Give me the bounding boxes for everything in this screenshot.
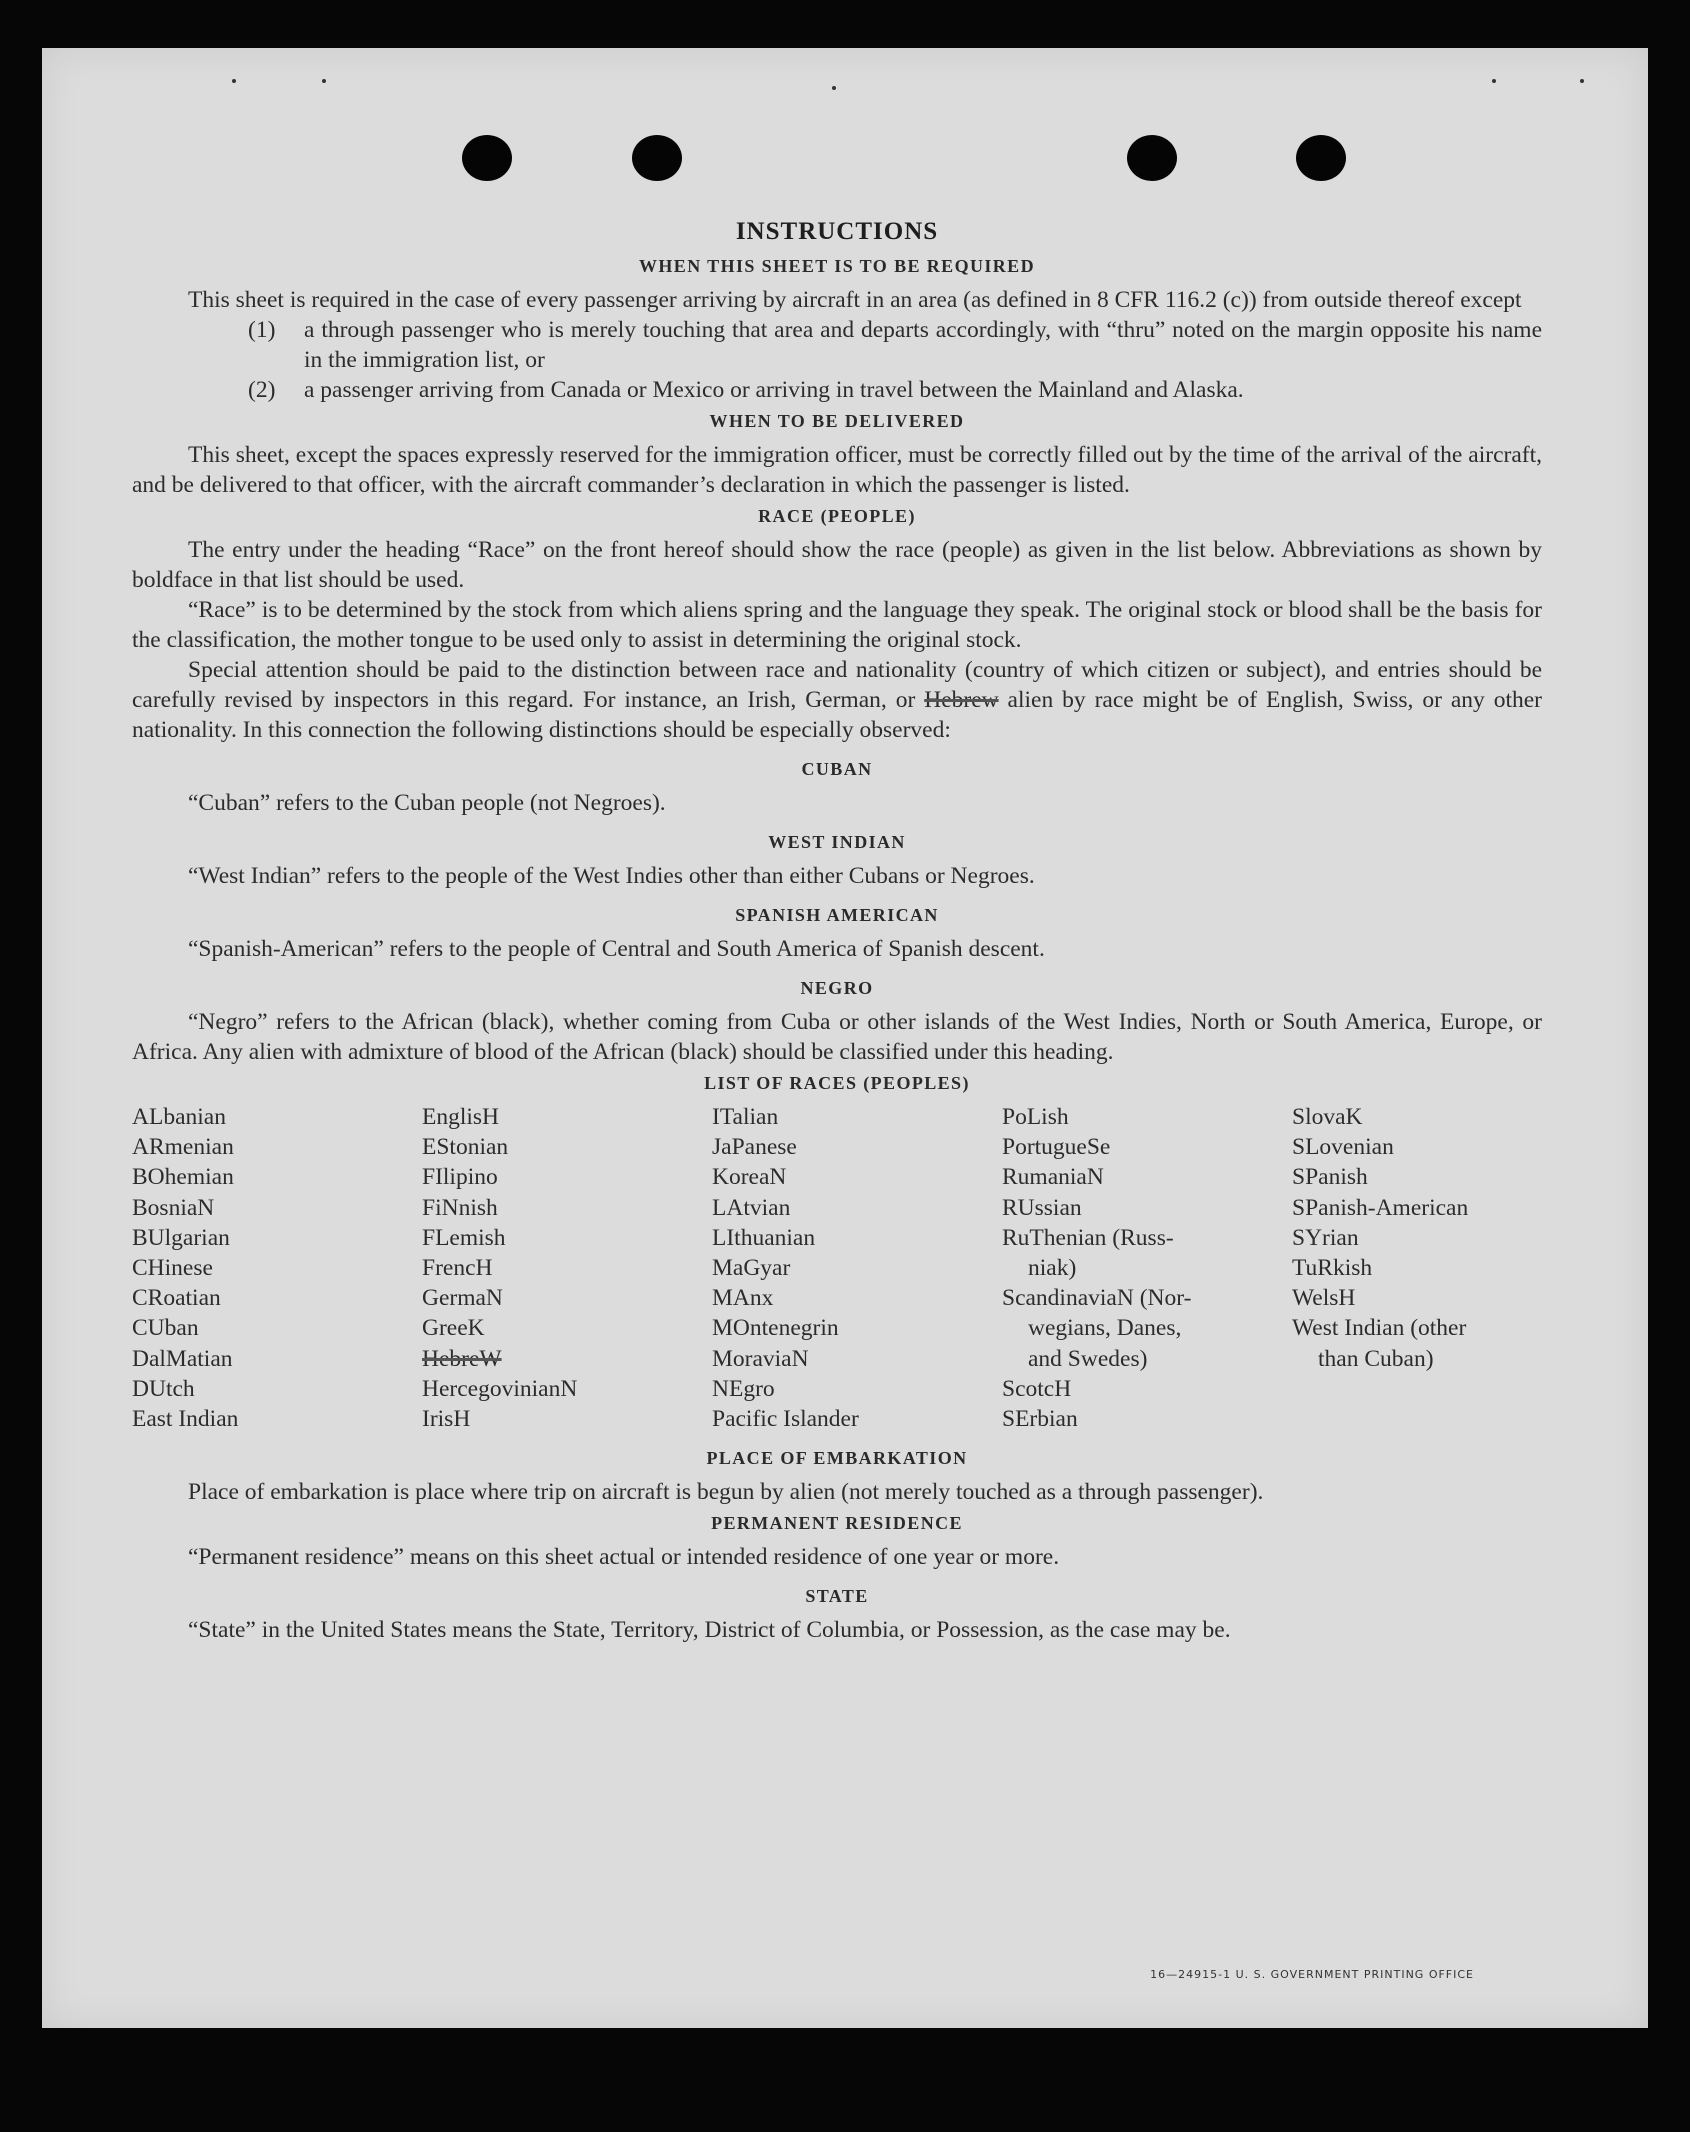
printer-imprint: 16—24915-1 U. S. GOVERNMENT PRINTING OFFICE: [1150, 1968, 1474, 1981]
paragraph: Place of embarkation is place where trip on aircraft is begun by alien (not merely touched as a through passenger).: [188, 1479, 1264, 1506]
race-entry: JaPanese: [712, 1134, 797, 1161]
race-entry: SErbian: [1002, 1406, 1078, 1433]
race-entry: TuRkish: [1292, 1255, 1373, 1282]
race-entry: PortugueSe: [1002, 1134, 1111, 1161]
race-entry: GermaN: [422, 1285, 503, 1312]
item-number: (2): [248, 377, 276, 403]
race-entry: CRoatian: [132, 1285, 221, 1312]
race-entry: FIlipino: [422, 1164, 498, 1191]
race-entry: SYrian: [1292, 1224, 1359, 1251]
paragraph: “Spanish-American” refers to the people of Central and South America of Spanish descent.: [188, 936, 1045, 962]
race-entry: MaGyar: [712, 1255, 791, 1282]
speck-mark: [832, 86, 836, 90]
race-entry-continued: wegians, Danes,: [1028, 1315, 1182, 1342]
section-heading: WHEN THIS SHEET IS TO BE REQUIRED: [638, 256, 1035, 276]
race-entry: ARmenian: [132, 1134, 234, 1161]
race-entry-continued: than Cuban): [1318, 1345, 1434, 1372]
race-entry: KoreaN: [712, 1164, 787, 1191]
races-column: [1292, 1102, 1552, 1434]
race-entry: FrencH: [422, 1255, 493, 1282]
race-entry: RuThenian (Russ-: [1002, 1224, 1174, 1251]
list-item: [248, 375, 1542, 405]
paragraph: “Negro” refers to the African (black), whether coming from Cuba or other islands of the West Indies, North or South America, Europe, or Africa. Any alien with admixture of blood of the African (black) should be classified under this heading.: [132, 1009, 1542, 1065]
paragraph: The entry under the heading “Race” on the front hereof should show the race (people) as given in the list below. Abbreviations as shown by boldface in that list should be used.: [132, 537, 1542, 593]
race-entry: ALbanian: [132, 1104, 226, 1130]
race-entry: BUlgarian: [132, 1224, 230, 1251]
race-entry: BOhemian: [132, 1164, 234, 1191]
speck-mark: [1492, 79, 1496, 83]
punch-hole: [1296, 135, 1346, 181]
page-title: INSTRUCTIONS: [735, 218, 939, 245]
list-item: [248, 315, 1542, 375]
races-column: [422, 1102, 712, 1434]
speck-mark: [322, 79, 326, 83]
paragraph: “Permanent residence” means on this sheet actual or intended residence of one year or more.: [188, 1544, 1060, 1571]
section-heading: LIST OF RACES (PEOPLES): [704, 1073, 970, 1093]
paragraph: [132, 655, 1542, 745]
section-heading: SPANISH AMERICAN: [735, 905, 939, 925]
section-heading: PERMANENT RESIDENCE: [711, 1513, 963, 1534]
speck-mark: [232, 79, 236, 83]
race-entry: West Indian (other: [1292, 1315, 1467, 1342]
race-entry: LIthuanian: [712, 1224, 816, 1251]
race-entry: PoLish: [1002, 1104, 1069, 1130]
section-heading: NEGRO: [800, 978, 874, 998]
race-entry: EStonian: [422, 1134, 509, 1161]
race-entry: NEgro: [712, 1375, 775, 1402]
paragraph: “Race” is to be determined by the stock from which aliens spring and the language they speak. The original stock or blood shall be the basis for the classification, the mother tongue to be used only to assist in determining the original stock.: [132, 597, 1542, 653]
race-entry: ScandinaviaN (Nor-: [1002, 1285, 1192, 1312]
section-heading: CUBAN: [801, 759, 873, 779]
race-entry: SlovaK: [1292, 1104, 1363, 1130]
race-entry: CHinese: [132, 1255, 213, 1282]
speck-mark: [1580, 79, 1584, 83]
race-entry: ScotcH: [1002, 1375, 1072, 1402]
section-heading: WEST INDIAN: [768, 832, 906, 852]
race-entry: MOntenegrin: [712, 1315, 839, 1342]
race-entry: Pacific Islander: [712, 1406, 859, 1433]
race-entry: LAtvian: [712, 1194, 791, 1221]
race-entry: BosniaN: [132, 1194, 215, 1221]
race-entry: RUssian: [1002, 1194, 1082, 1221]
paragraph-part: Special attention should be paid to the distinction between race and nationality (country of which citizen or subject), and entries should be carefully revised by inspectors in this regard. For instance, an Irish, German, or: [132, 657, 1542, 713]
race-entry: DUtch: [132, 1375, 195, 1402]
race-entry: CUban: [132, 1315, 199, 1342]
paragraph: “Cuban” refers to the Cuban people (not Negroes).: [188, 790, 666, 816]
race-entry: HercegovinianN: [422, 1375, 578, 1402]
struck-word: Hebrew: [924, 687, 999, 713]
race-entry: RumaniaN: [1002, 1164, 1104, 1191]
race-entry: EnglisH: [422, 1104, 500, 1130]
race-entry-continued: niak): [1028, 1255, 1077, 1282]
instructions-body: [132, 218, 1542, 1645]
race-entry: SLovenian: [1292, 1134, 1394, 1161]
document-sheet: [42, 48, 1648, 2028]
item-text: a through passenger who is merely touching that area and departs accordingly, with “thru” noted on the margin opposite his name in the immigration list, or: [304, 317, 1542, 373]
paragraph: This sheet, except the spaces expressly reserved for the immigration officer, must be correctly filled out by the time of the arrival of the aircraft, and be delivered to that officer, with the aircraft commander’s declaration in which the passenger is listed.: [132, 442, 1542, 498]
race-entry: FiNnish: [422, 1194, 498, 1221]
section-heading: STATE: [805, 1586, 869, 1607]
item-text: a passenger arriving from Canada or Mexico or arriving in travel between the Mainland and Alaska.: [304, 377, 1244, 403]
race-entry: DalMatian: [132, 1345, 233, 1372]
paragraph: “State” in the United States means the State, Territory, District of Columbia, or Possession, as the case may be.: [188, 1617, 1231, 1644]
race-entry: MoraviaN: [712, 1345, 809, 1372]
races-column: [1002, 1102, 1292, 1434]
race-entry: SPanish: [1292, 1164, 1368, 1191]
races-list: [132, 1102, 1542, 1434]
race-entry: FLemish: [422, 1224, 506, 1251]
race-entry: SPanish-American: [1292, 1194, 1469, 1221]
race-entry: IrisH: [422, 1406, 471, 1433]
punch-hole: [462, 135, 512, 181]
punch-hole: [1127, 135, 1177, 181]
section-heading: PLACE OF EMBARKATION: [706, 1448, 968, 1469]
section-heading: RACE (PEOPLE): [758, 506, 916, 526]
section-heading: WHEN TO BE DELIVERED: [709, 411, 965, 431]
race-entry-struck: HebreW: [422, 1345, 502, 1372]
race-entry: MAnx: [712, 1285, 774, 1312]
punch-hole: [632, 135, 682, 181]
race-entry: WelsH: [1292, 1285, 1356, 1312]
race-entry: ITalian: [712, 1104, 779, 1130]
race-entry: GreeK: [422, 1315, 485, 1342]
paragraph: “West Indian” refers to the people of the West Indies other than either Cubans or Negroes.: [188, 863, 1035, 889]
race-entry-continued: and Swedes): [1028, 1345, 1148, 1372]
races-column: [712, 1102, 1002, 1434]
paragraph-part: alien by race might be of English, Swiss, or any other nationality. In this connection the following distinctions should be especially observed:: [132, 687, 1542, 743]
races-column: [132, 1102, 422, 1434]
paragraph: This sheet is required in the case of every passenger arriving by aircraft in an area (as defined in 8 CFR 116.2 (c)) from outside thereof except: [188, 287, 1522, 313]
item-number: (1): [248, 317, 276, 343]
race-entry: East Indian: [132, 1406, 239, 1433]
